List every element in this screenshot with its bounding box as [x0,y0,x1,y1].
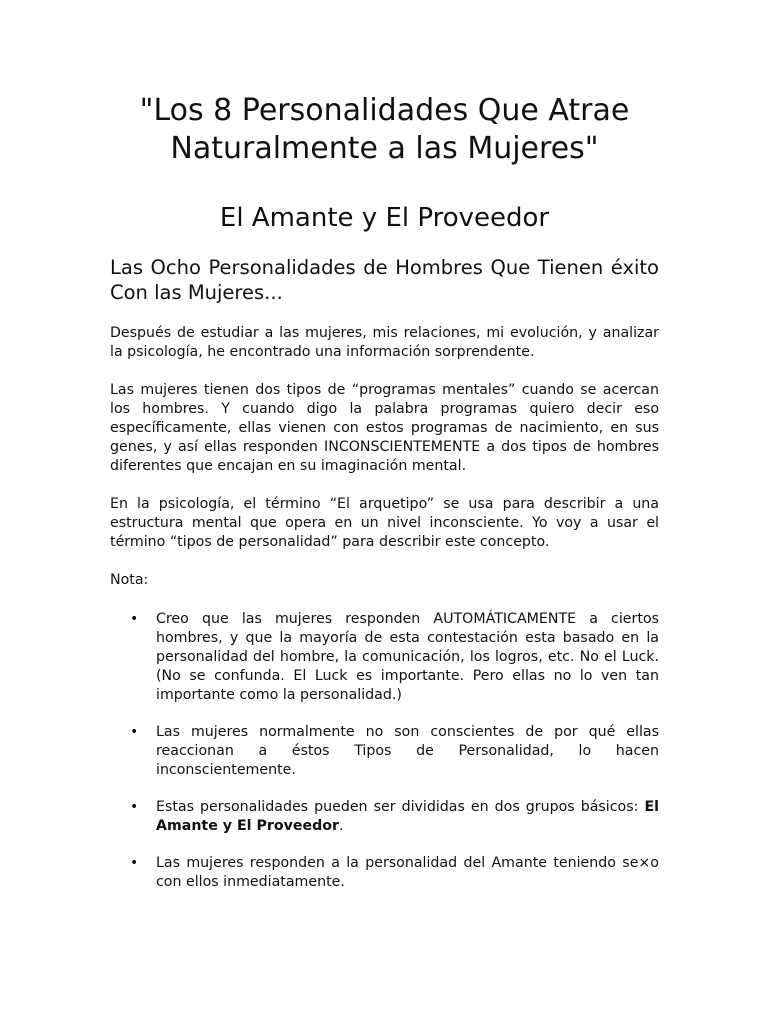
list-item [110,723,659,780]
list-item-text: Creo que las mujeres responden AUTOMÁTICAMENTE a ciertos hombres, y que la mayoría de esta contestación esta basado en la personalidad del hombre, la comunicación, los logros, etc. No el Luck. (No se confunda. El Luck es importante. Pero ellas no lo ven tan importante como la personalidad.) [156,611,659,703]
paragraph-mental-programs: Las mujeres tienen dos tipos de “programas mentales” cuando se acercan los hombres. Y cuando digo la palabra programas quiero decir eso específicamente, ellas vienen con estos programas de nacimiento, en sus genes, y así ellas responden INCONSCIENTEMENTE a dos tipos de hombres diferentes que encajan en su imaginación mental. [110,382,659,474]
bullet-icon: • [130,724,139,740]
list-item [110,854,659,892]
section-heading: Las Ocho Personalidades de Hombres Que Tienen éxito Con las Mujeres... [110,256,659,304]
list-item-text: Las mujeres responden a la personalidad del Amante teniendo se×o con ellos inmediatamente. [156,855,659,890]
document-subtitle: El Amante y El Proveedor [219,203,550,233]
bullet-icon: • [130,799,139,815]
paragraph-intro: Después de estudiar a las mujeres, mis relaciones, mi evolución, y analizar la psicología, he encontrado una información sorprendente. [110,325,659,360]
list-item-bold-text: El Amante y El Proveedor [156,799,659,834]
list-item-text: Las mujeres normalmente no son conscientes de por qué ellas reaccionan a éstos Tipos de Personalidad, lo hacen inconscientemente. [156,724,659,778]
list-item-text-before: Estas personalidades pueden ser divididas en dos grupos básicos: [156,799,645,815]
bullet-icon: • [130,611,139,627]
document-title: "Los 8 Personalidades Que Atrae Naturalmente a las Mujeres" [139,93,630,166]
list-item [110,610,659,705]
list-item-text [156,799,659,834]
paragraph-archetype: En la psicología, el término “El arquetipo” se usa para describir a una estructura mental que opera en un nivel inconsciente. Yo voy a usar el término “tipos de personalidad” para describir este concepto. [110,496,659,550]
list-item [110,798,659,836]
notes-list [110,610,659,892]
list-item-text-after: . [339,818,344,834]
document-page [110,92,659,910]
bullet-icon: • [130,855,139,871]
note-label: Nota: [110,572,149,588]
